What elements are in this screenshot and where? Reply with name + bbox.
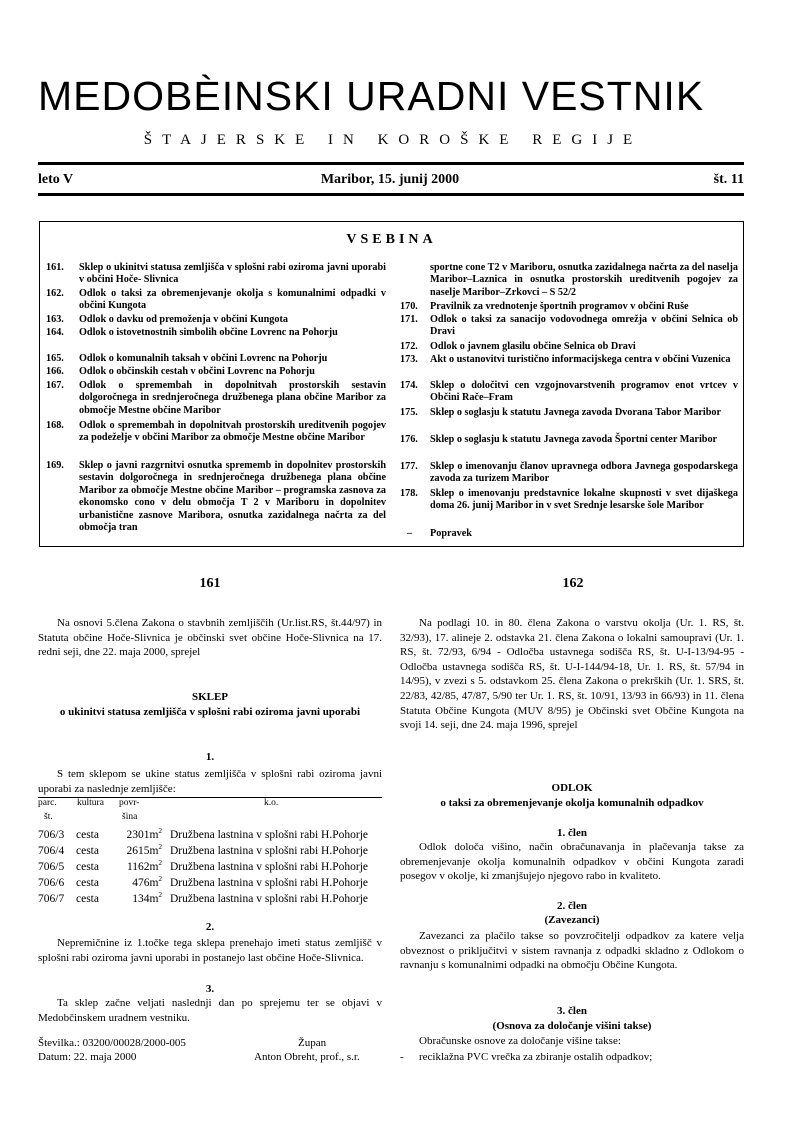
- issue-year: leto V: [38, 172, 74, 187]
- table-row: [38, 829, 368, 841]
- toc-item: [46, 366, 386, 379]
- article-number: 3.: [205, 983, 215, 995]
- parcel-area: 1162m: [126, 861, 159, 873]
- table-row: [38, 893, 368, 905]
- toc-item: [46, 314, 386, 327]
- parcel-use: cesta: [76, 829, 99, 841]
- toc-text: Sklep o določitvi cen vzgojnovarstvenih programov enot vrtcev v Občini Rače–Fram: [430, 380, 738, 404]
- toc-text: Odlok o taksi za sanacijo vodovodnega omrežja v občini Selnica ob Dravi: [430, 314, 738, 338]
- toc-item: [46, 420, 386, 458]
- toc-item: [400, 407, 738, 433]
- toc-text: Popravek: [430, 528, 472, 539]
- parcel-area: 476m: [132, 877, 159, 889]
- toc-text: Sklep o imenovanju članov upravnega odbora Javnega gospodarskega zavoda za turizem Maribor: [430, 461, 738, 485]
- parcel-area: 134m: [132, 893, 159, 905]
- toc-number: 171.: [400, 314, 418, 325]
- parcel-use: cesta: [76, 861, 99, 873]
- document-subheading: o ukinitvi statusa zemljišča v splošni rabi oziroma javni uporabi: [59, 706, 361, 718]
- toc-text: Pravilnik za vrednotenje športnih programov v občini Ruše: [430, 301, 689, 312]
- toc-item: [400, 341, 738, 354]
- toc-text: Odlok o javnem glasilu občine Selnica ob Dravi: [430, 341, 636, 352]
- toc-number: 167.: [46, 380, 64, 391]
- column-header: št.: [44, 812, 53, 822]
- parcel-number: 706/6: [38, 877, 65, 889]
- toc-number: 165.: [46, 353, 64, 364]
- toc-number: 162.: [46, 288, 64, 299]
- unit-exponent: 2: [158, 827, 162, 836]
- column-header: šina: [122, 812, 138, 822]
- article-number: 1. člen: [557, 827, 587, 839]
- toc-item: [400, 434, 738, 460]
- toc-item: [400, 380, 738, 406]
- toc-text: Odlok o spremembah in dopolnitvah prostorskih ureditvenih pogojev za podeželje v občini Maribor za območje Mestne občine Maribor: [79, 420, 386, 444]
- toc-item: [400, 461, 738, 487]
- list-item: reciklažna PVC vrečka za zbiranje ostalih odpadkov;: [419, 1051, 653, 1063]
- article-title: (Zavezanci): [544, 914, 600, 926]
- document-heading: SKLEP: [191, 691, 229, 703]
- unit-exponent: 2: [158, 891, 162, 900]
- parcel-use: cesta: [76, 877, 99, 889]
- table-row: [38, 845, 368, 857]
- section-number: 161: [199, 576, 221, 591]
- toc-item: [400, 488, 738, 526]
- table-row: [38, 861, 368, 873]
- parcel-number: 706/5: [38, 861, 65, 873]
- article-text: S tem sklepom se ukine status zemljišča v splošni rabi oziroma javni uporabi za naslednje zemljišče:: [38, 768, 382, 795]
- toc-number: 168.: [46, 420, 64, 431]
- article-number: 1.: [205, 751, 215, 763]
- parcel-description: Družbena lastnina v splošni rabi H.Pohorje: [170, 829, 369, 841]
- unit-exponent: 2: [158, 875, 162, 884]
- bullet-marker: -: [400, 1051, 404, 1063]
- toc-number: 173.: [400, 354, 418, 365]
- publication-subtitle: ŠTAJERSKE IN KOROŠKE REGIJE: [143, 132, 643, 148]
- toc-item: [400, 301, 738, 314]
- article-text: Zavezanci za plačilo takse so povzročitelji odpadkov za katere velja obveznost o priključitvi v sistem ravnanja z odpadki skladno z Odlokom o ravnanju s komunalnimi odpadki na območju Občine Kungota.: [400, 930, 744, 972]
- parcel-area: 2301m: [126, 829, 159, 841]
- column-header: k.o.: [264, 798, 279, 808]
- toc-text: Sklep o soglasju k statutu Javnega zavoda Dvorana Tabor Maribor: [430, 407, 722, 418]
- toc-item: [407, 528, 738, 541]
- header-rule-bottom: [38, 193, 744, 196]
- toc-item: [46, 353, 386, 366]
- toc-item: [46, 460, 386, 536]
- toc-number: 164.: [46, 327, 64, 338]
- toc-text: Sklep o soglasju k statutu Javnega zavoda Športni center Maribor: [430, 434, 718, 445]
- article-text: Odlok določa višino, način obračunavanja in plačevanja takse za obremenjevanje okolja komunalnih odpadkov v občini Kungota zaradi posegov v okolje, ki zmanjšujejo njegovo rabo in kvaliteto.: [400, 841, 744, 883]
- issue-number: št. 11: [713, 172, 744, 187]
- parcel-description: Družbena lastnina v splošni rabi H.Pohorje: [170, 893, 369, 905]
- toc-number: 175.: [400, 407, 418, 418]
- issue-place-date: Maribor, 15. junij 2000: [320, 172, 460, 187]
- toc-text: Sklep o javni razgrnitvi osnutka sprememb in dopolnitev prostorskih sestavin dolgoročnega in srednjeročnega družbenega plana občine Maribor za območje Mestne občine Maribor – programska zasnova za ekonomsko cono v delu območja T 2 v Mariboru in dopolnitev urbanistične zasnove Maribora, osnutka zazidalnega načrta za del območja tran: [79, 460, 386, 534]
- parcel-area: 2615m: [126, 845, 159, 857]
- toc-text: Odlok o komunalnih taksah v občini Lovrenc na Pohorju: [79, 353, 328, 364]
- parcel-description: Družbena lastnina v splošni rabi H.Pohorje: [170, 861, 369, 873]
- toc-number: 177.: [400, 461, 418, 472]
- parcel-number: 706/3: [38, 829, 65, 841]
- toc-item: [46, 262, 386, 288]
- toc-number: 161.: [46, 262, 64, 273]
- toc-item: [46, 327, 386, 340]
- parcel-description: Družbena lastnina v splošni rabi H.Pohorje: [170, 845, 369, 857]
- article-text: Nepremičnine iz 1.točke tega sklepa prenehajo imeti status zemljišč v splošni rabi oziroma javni uporabi in postanejo last občine Hoče-Slivnica.: [38, 937, 382, 964]
- toc-number: 172.: [400, 341, 418, 352]
- article-text: Ta sklep začne veljati naslednji dan po sprejemu ter se objavi v Medobčinskem uradnem vestniku.: [38, 997, 382, 1024]
- unit-exponent: 2: [158, 843, 162, 852]
- toc-text: Sklep o imenovanju predstavnice lokalne skupnosti v svet dijaškega doma 26. junij Maribor in v svet Srednje lesarske šole Maribor: [430, 488, 738, 512]
- unit-exponent: 2: [158, 859, 162, 868]
- document-heading: ODLOK: [551, 782, 593, 794]
- contents-title: VSEBINA: [346, 232, 437, 247]
- toc-number: 163.: [46, 314, 64, 325]
- toc-item: [400, 314, 738, 340]
- parcel-description: Družbena lastnina v splošni rabi H.Pohorje: [170, 877, 369, 889]
- toc-text: Odlok o občinskih cestah v občini Lovrenc na Pohorju: [79, 366, 315, 377]
- signatory-role: Župan: [298, 1037, 327, 1049]
- signatory-name: Anton Obreht, prof., s.r.: [254, 1051, 360, 1063]
- parcel-use: cesta: [76, 845, 99, 857]
- toc-text: Akt o ustanovitvi turistično informacijskega centra v občini Vuzenica: [430, 354, 731, 365]
- column-header: parc.: [38, 798, 57, 808]
- toc-number: 166.: [46, 366, 64, 377]
- toc-item: [400, 354, 738, 380]
- table-row: [38, 877, 368, 889]
- column-header: povr-: [119, 798, 140, 808]
- toc-number: 169.: [46, 460, 64, 471]
- toc-item: [46, 380, 386, 418]
- article-number: 3. člen: [557, 1005, 587, 1017]
- toc-text: Sklep o ukinitvi statusa zemljišča v splošni rabi oziroma javni uporabi v občini Hoče- Slivnica: [79, 262, 386, 286]
- toc-text: sportne cone T2 v Mariboru, osnutka zazidalnega načrta za del naselja Maribor–Laznica in osnutka prostorskih ureditvenih pogojev za naselje Maribor–Zrkovci – S 52/2: [430, 262, 738, 298]
- toc-number: –: [407, 528, 413, 539]
- signing-date: Datum: 22. maja 2000: [38, 1051, 137, 1063]
- article-number: 2.: [205, 921, 215, 933]
- toc-text: Odlok o spremembah in dopolnitvah prostorskih sestavin dolgoročnega in srednjeročnega družbenega plana občine Maribor za območje Mestne občine Maribor: [79, 380, 386, 416]
- preamble: Na osnovi 5.člena Zakona o stavbnih zemljiščih (Ur.list.RS, št.44/97) in Statuta občine Hoče-Slivnica je občinski svet občine Hoče-Slivnica na 17. redni seji, dne 22. maja 2000, sprejel: [38, 617, 382, 659]
- toc-text: Odlok o taksi za obremenjevanje okolja s komunalnimi odpadki v občini Kungota: [79, 288, 386, 312]
- toc-number: 174.: [400, 380, 418, 391]
- toc-continuation: [430, 262, 738, 300]
- parcel-use: cesta: [76, 893, 99, 905]
- preamble: Na podlagi 10. in 80. člena Zakona o varstvu okolja (Ur. 1. RS, št. 32/93), 17. alineje 2. odstavka 21. člena Zakona o lokalni samoupravi (Ur. 1. RS, št. 72/93, 6/94 - Odločba ustavnega sodišča RS, št. U-I-13/94-95 - Odločba ustavnega sodišča RS, št. U-I-144/94-18, Ur. 1. RS, št. 57/94 in 14/95), v zvezi s 5. odstavkom 25. člena Zakona o prekrških (Ur. 1. SRS, št. 22/83, 42/85, 47/87, 5/90 ter Ur. 1. RS, št. 10/91, 13/93 in 66/93) in 11. člena Statuta Občine Kungota (MUV 8/95) je Občinski svet Občine Kungota na svoji 14. seji, dne 24. maja 1996, sprejel: [400, 617, 744, 732]
- toc-number: 176.: [400, 434, 418, 445]
- article-text: Obračunske osnove za določanje višine takse:: [419, 1035, 621, 1047]
- reference-number: Številka.: 03200/00028/2000-005: [38, 1037, 186, 1049]
- article-number: 2. člen: [557, 900, 587, 912]
- toc-item: [46, 288, 386, 314]
- publication-title: MEDOBÈINSKI URADNI VESTNIK: [38, 73, 705, 119]
- header-rule-top: [38, 162, 744, 165]
- parcel-number: 706/7: [38, 893, 65, 905]
- toc-text: Odlok o istovetnostnih simbolih občine Lovrenc na Pohorju: [79, 327, 338, 338]
- document-subheading: o taksi za obremenjevanje okolja komunalnih odpadkov: [440, 797, 704, 809]
- toc-number: 178.: [400, 488, 418, 499]
- section-number: 162: [562, 576, 584, 591]
- toc-number: 170.: [400, 301, 418, 312]
- toc-text: Odlok o davku od premoženja v občini Kungota: [79, 314, 288, 325]
- parcel-number: 706/4: [38, 845, 65, 857]
- article-title: (Osnova za določanje višini takse): [492, 1020, 652, 1032]
- column-header: kultura: [77, 798, 104, 808]
